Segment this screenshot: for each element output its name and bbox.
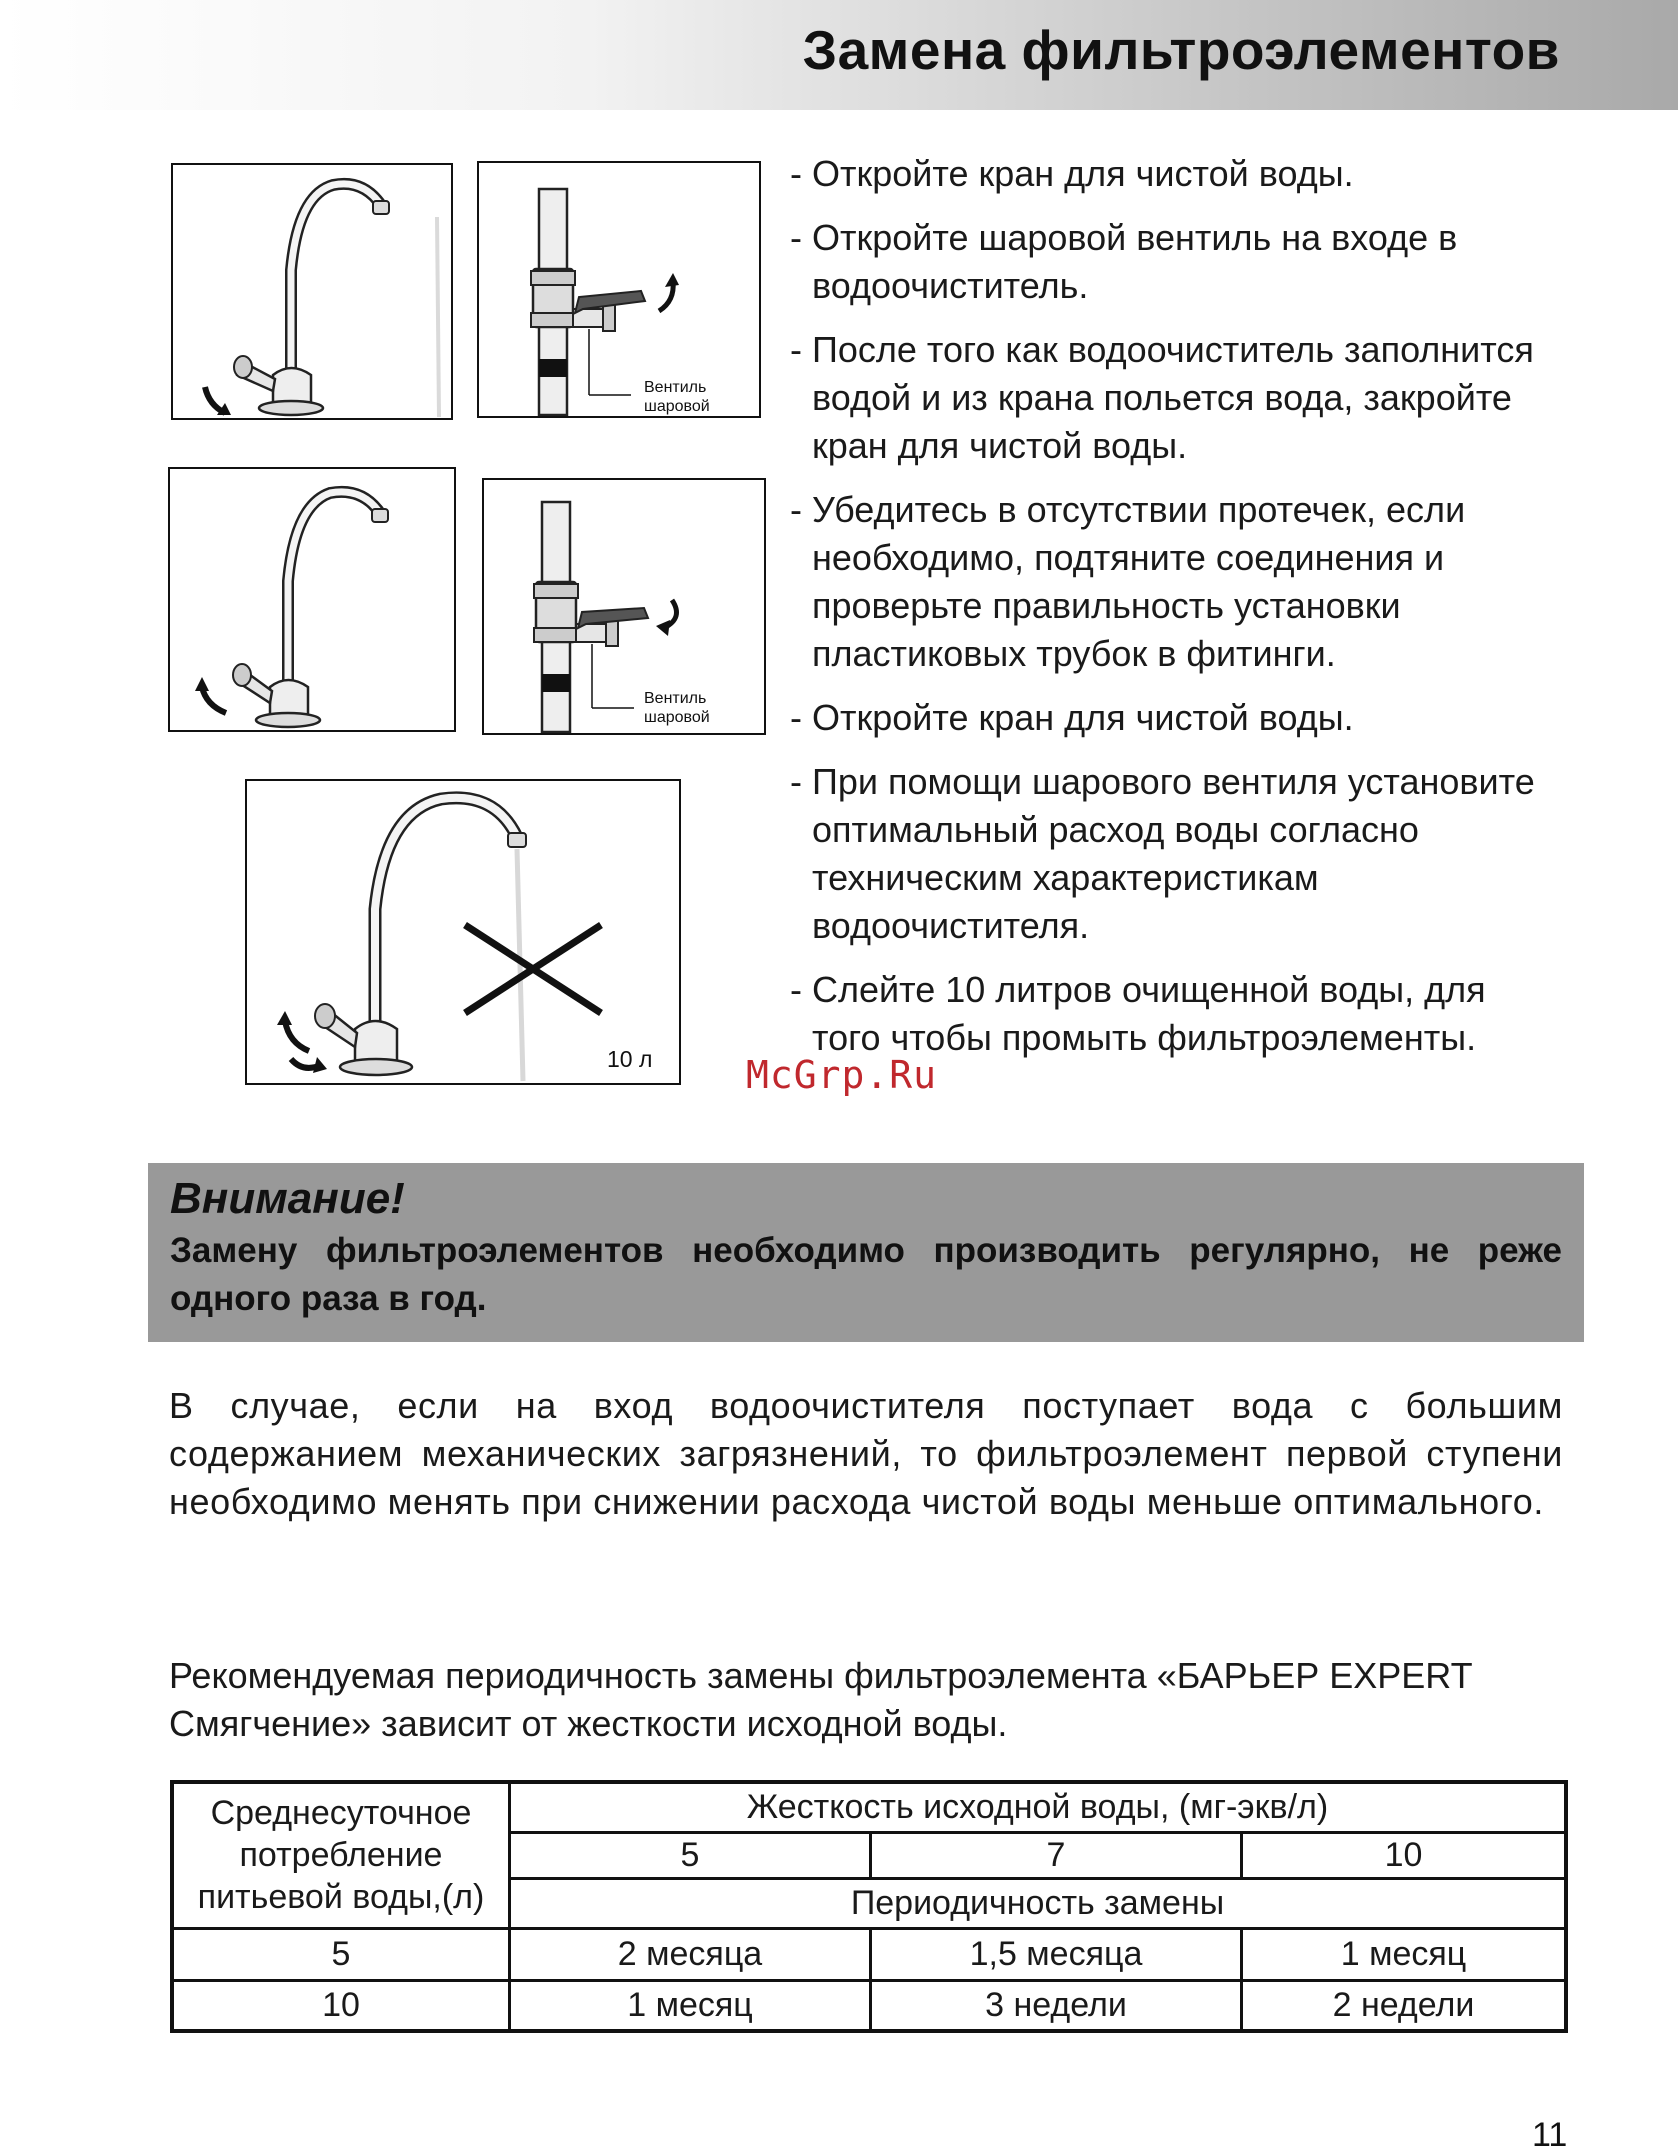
period-cell: 1 месяц (510, 1980, 871, 2031)
step-item: - Слейте 10 литров очищенной воды, для того чтобы промыть фильтроэлементы. (790, 969, 1486, 1058)
valve-label-line1: Вентиль (644, 379, 707, 396)
period-cell: 2 месяца (510, 1928, 871, 1980)
ball-valve-illustration (484, 480, 764, 733)
hardness-value: 10 (1242, 1832, 1567, 1878)
contamination-paragraph: В случае, если на вход водоочистителя поступает вода с большим содержанием механических загрязнений, то фильтроэлемент первой ступени необходимо менять при снижении расхода чистой воды меньше оптимального. (169, 1385, 1563, 1522)
valve-label-line1: Вентиль (644, 690, 707, 707)
step-item: - Откройте шаровой вентиль на входе в водоочиститель. (790, 217, 1458, 306)
valve-label (644, 689, 710, 727)
figure-faucet-close (168, 467, 456, 732)
step-item: - Откройте кран для чистой воды. (790, 153, 1354, 194)
table-row (172, 1928, 1566, 1980)
period-cell: 1,5 месяца (871, 1928, 1242, 1980)
figure-ball-valve-close (482, 478, 766, 735)
hardness-header: Жесткость исходной воды, (мг-экв/л) (510, 1782, 1567, 1832)
replacement-period-table (170, 1780, 1568, 2033)
faucet-flush-illustration (247, 781, 679, 1083)
consumption-header: Среднесуточное потребление питьевой воды,(л) (172, 1782, 510, 1928)
faucet-illustration (173, 165, 451, 418)
period-cell: 3 недели (871, 1980, 1242, 2031)
warning-title: Внимание! (170, 1174, 405, 1223)
period-header: Периодичность замены (510, 1878, 1567, 1928)
table-row (172, 1980, 1566, 2031)
page-number: 11 (1532, 2116, 1568, 2154)
recommendation-text: Рекомендуемая периодичность замены фильтроэлемента «БАРЬЕР EXPERT Смягчение» зависит от жесткости исходной воды. (169, 1655, 1472, 1744)
warning-box (148, 1163, 1584, 1342)
step-item: - Откройте кран для чистой воды. (790, 697, 1354, 738)
instruction-steps (790, 150, 1550, 1078)
figure-faucet-flush (245, 779, 681, 1085)
drain-volume-label: 10 л (607, 1046, 653, 1072)
period-cell: 2 недели (1242, 1980, 1567, 2031)
step-item: - Убедитесь в отсутствии протечек, если необходимо, подтяните соединения и проверьте правильность установки пластиковых трубок в фитинги. (790, 489, 1466, 674)
figure-faucet-open (171, 163, 453, 420)
page-title: Замена фильтроэлементов (802, 19, 1560, 81)
consumption-cell: 5 (172, 1928, 510, 1980)
valve-label-line2: шаровой (644, 398, 710, 415)
hardness-value: 7 (871, 1832, 1242, 1878)
figure-ball-valve-open (477, 161, 761, 418)
header-bar (0, 0, 1678, 110)
ball-valve-illustration (479, 163, 759, 416)
period-cell: 1 месяц (1242, 1928, 1567, 1980)
valve-label-line2: шаровой (644, 709, 710, 726)
warning-text: Замену фильтроэлементов необходимо производить регулярно, не реже одного раза в год. (170, 1231, 1562, 1318)
watermark: McGrp.Ru (746, 1053, 938, 1097)
step-item: - При помощи шарового вентиля установите оптимальный расход воды согласно техническим характеристикам водоочистителя. (790, 761, 1535, 946)
faucet-illustration (170, 469, 454, 730)
consumption-cell: 10 (172, 1980, 510, 2031)
hardness-value: 5 (510, 1832, 871, 1878)
valve-label (644, 378, 710, 416)
step-item: - После того как водоочиститель заполнится водой и из крана польется вода, закройте кран для чистой воды. (790, 329, 1534, 466)
